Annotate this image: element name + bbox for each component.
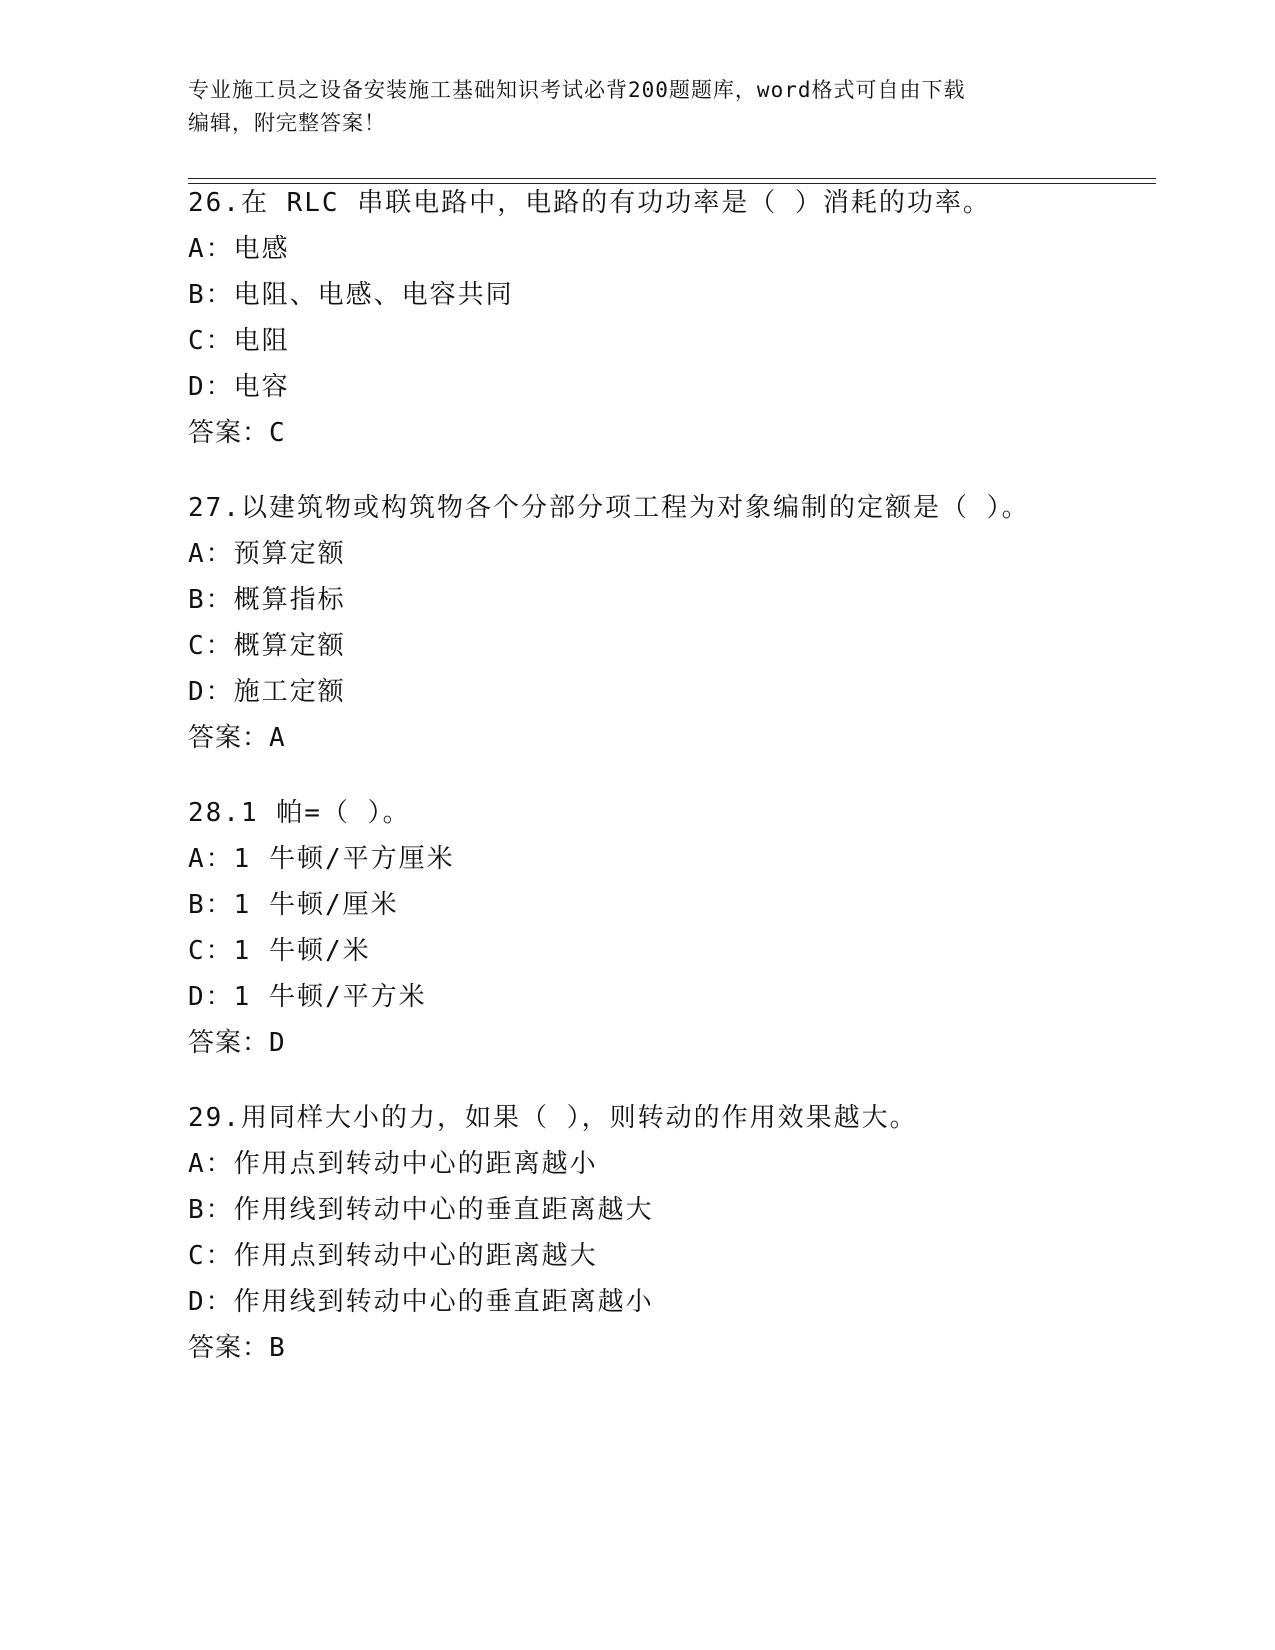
- option-c: C：1 牛顿/米: [188, 936, 371, 966]
- answer-value: B: [269, 1333, 286, 1363]
- option-b: B：概算指标: [188, 585, 346, 615]
- answer-label: 答案：: [188, 418, 270, 448]
- answer-label: 答案：: [188, 723, 270, 753]
- option-b: B：电阻、电感、电容共同: [188, 280, 514, 310]
- answer-value: A: [269, 723, 286, 753]
- question-29: [188, 1103, 1156, 1363]
- option-b: B：作用线到转动中心的垂直距离越大: [188, 1195, 654, 1225]
- option-d: D：作用线到转动中心的垂直距离越小: [188, 1287, 654, 1317]
- option-d: D：电容: [188, 372, 290, 402]
- question-stem: 29.用同样大小的力，如果（ ），则转动的作用效果越大。: [188, 1103, 918, 1133]
- option-b: B：1 牛顿/厘米: [188, 890, 399, 920]
- answer-line: [188, 418, 1156, 448]
- header-line-1: 专业施工员之设备安装施工基础知识考试必背200题题库，word格式可自由下载: [188, 78, 966, 102]
- question-stem: 27.以建筑物或构筑物各个分部分项工程为对象编制的定额是（ ）。: [188, 493, 1030, 523]
- answer-label: 答案：: [188, 1333, 270, 1363]
- question-27: [188, 493, 1156, 753]
- option-a: A：作用点到转动中心的距离越小: [188, 1149, 598, 1179]
- option-a: A：预算定额: [188, 539, 346, 569]
- option-c: C：作用点到转动中心的距离越大: [188, 1241, 598, 1271]
- question-stem: 26.在 RLC 串联电路中，电路的有功功率是（ ）消耗的功率。: [188, 188, 991, 218]
- header-divider-bottom: [188, 183, 1156, 184]
- answer-line: [188, 1028, 1156, 1058]
- answer-value: C: [269, 418, 286, 448]
- option-a: A：电感: [188, 234, 290, 264]
- option-c: C：概算定额: [188, 631, 346, 661]
- option-a: A：1 牛顿/平方厘米: [188, 844, 455, 874]
- header-divider-top: [188, 178, 1156, 179]
- option-c: C：电阻: [188, 326, 290, 356]
- option-d: D：1 牛顿/平方米: [188, 982, 427, 1012]
- question-26: [188, 188, 1156, 448]
- answer-line: [188, 723, 1156, 753]
- option-d: D：施工定额: [188, 677, 346, 707]
- answer-label: 答案：: [188, 1028, 270, 1058]
- answer-value: D: [269, 1028, 286, 1058]
- header-line-2: 编辑，附完整答案！: [188, 111, 386, 135]
- document-header: [188, 74, 1068, 140]
- question-stem: 28.1 帕=（ ）。: [188, 798, 411, 828]
- question-28: [188, 798, 1156, 1058]
- answer-line: [188, 1333, 1156, 1363]
